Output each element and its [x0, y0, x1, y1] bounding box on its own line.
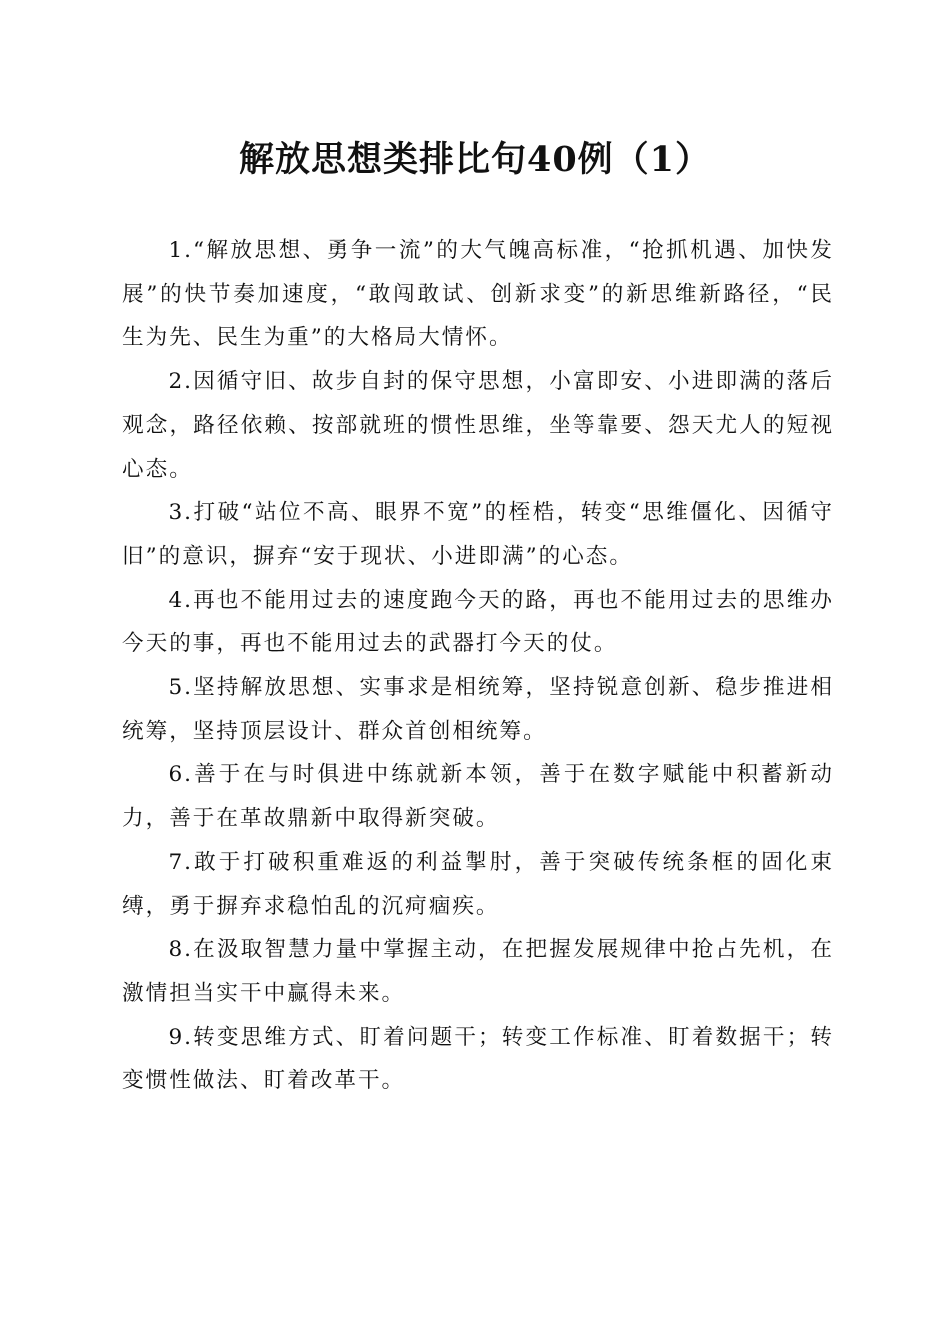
paragraph-5: 5.坚持解放思想、实事求是相统筹，坚持锐意创新、稳步推进相统筹，坚持顶层设计、群众首创相统筹。 — [122, 675, 834, 744]
paragraph-8: 8.在汲取智慧力量中掌握主动，在把握发展规律中抢占先机，在激情担当实干中赢得未来。 — [122, 937, 834, 1006]
paragraph-6: 6.善于在与时俱进中练就新本领，善于在数字赋能中积蓄新动力，善于在革故鼎新中取得新突破。 — [122, 762, 834, 832]
document-title: 解放思想类排比句40例（1） — [238, 139, 712, 180]
document-body — [122, 229, 834, 1103]
paragraph-4: 4.再也不能用过去的速度跑今天的路，再也不能用过去的思维办今天的事，再也不能用过去的武器打今天的仗。 — [122, 587, 834, 657]
paragraph-1: 1.“解放思想、勇争一流”的大气魄高标准，“抢抓机遇、加快发展”的快节奏加速度，“敢闯敢试、创新求变”的新思维新路径，“民生为先、民生为重”的大格局大情怀。 — [122, 238, 834, 351]
paragraph-3: 3.打破“站位不高、眼界不宽”的桎梏，转变“思维僵化、因循守旧”的意识，摒弃“安于现状、小进即满”的心态。 — [122, 500, 834, 569]
paragraph-9: 9.转变思维方式、盯着问题干；转变工作标准、盯着数据干；转变惯性做法、盯着改革干。 — [122, 1024, 834, 1094]
paragraph-7: 7.敢于打破积重难返的利益掣肘，善于突破传统条框的固化束缚，勇于摒弃求稳怕乱的沉疴痼疾。 — [122, 849, 834, 919]
paragraph-2: 2.因循守旧、故步自封的保守思想，小富即安、小进即满的落后观念，路径依赖、按部就班的惯性思维，坐等靠要、怨天尤人的短视心态。 — [122, 369, 834, 482]
